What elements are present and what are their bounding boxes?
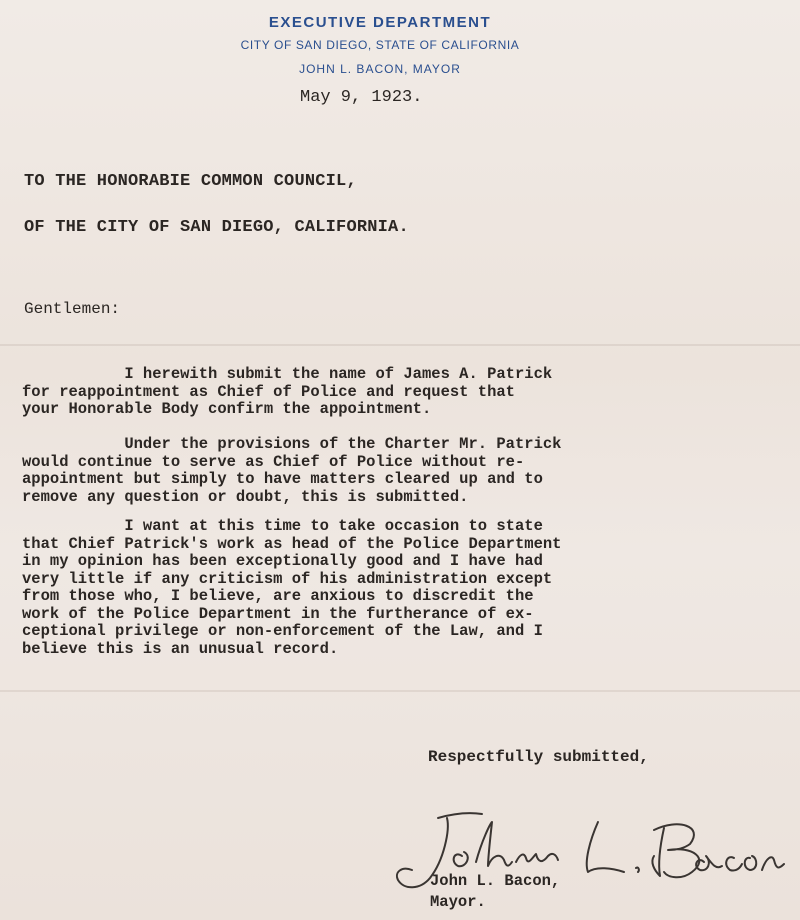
paragraph-line: your Honorable Body confirm the appointment. [22,400,432,418]
letterhead-mayor: JOHN L. BACON, MAYOR [299,62,461,76]
address-line-2: OF THE CITY OF SAN DIEGO, CALIFORNIA. [24,218,409,237]
paragraph-line: I want at this time to take occasion to state [22,517,543,535]
salutation: Gentlemen: [24,300,121,318]
paragraph-line: for reappointment as Chief of Police and request that [22,382,515,401]
paragraph-line: believe this is an unusual record. [22,639,339,658]
paragraph-line: ceptional privilege or non-enforcement of the Law, and I [22,622,543,640]
signatory-name: John L. Bacon, [430,872,561,890]
letterhead-city-state: CITY OF SAN DIEGO, STATE OF CALIFORNIA [240,38,520,52]
paragraph-2 [22,436,782,506]
paragraph-line: Under the provisions of the Charter Mr. Patrick [22,435,562,453]
paragraph-line: I herewith submit the name of James A. Patrick [22,365,553,383]
paragraph-line: in my opinion has been exceptionally good and I have had [22,552,543,570]
paragraph-line: remove any question or doubt, this is submitted. [22,487,469,506]
paragraph-line: very little if any criticism of his administration except [22,569,553,588]
paragraph-line: appointment but simply to have matters cleared up and to [22,470,543,488]
paragraph-1 [22,366,782,419]
paper-fold [0,344,800,346]
closing: Respectfully submitted, [428,748,649,766]
paragraph-line: work of the Police Department in the furtherance of ex- [22,604,534,623]
paragraph-line: would continue to serve as Chief of Police without re- [22,452,525,471]
paragraph-line: that Chief Patrick's work as head of the Police Department [22,534,562,553]
letterhead-department: EXECUTIVE DEPARTMENT [268,14,492,31]
letter-date: May 9, 1923. [300,88,423,107]
paragraph-line: from those who, I believe, are anxious to discredit the [22,587,534,605]
address-line-1: TO THE HONORABIE COMMON COUNCIL, [24,172,357,191]
paragraph-3 [22,518,782,658]
signatory-title: Mayor. [430,893,486,911]
paper-fold [0,690,800,692]
